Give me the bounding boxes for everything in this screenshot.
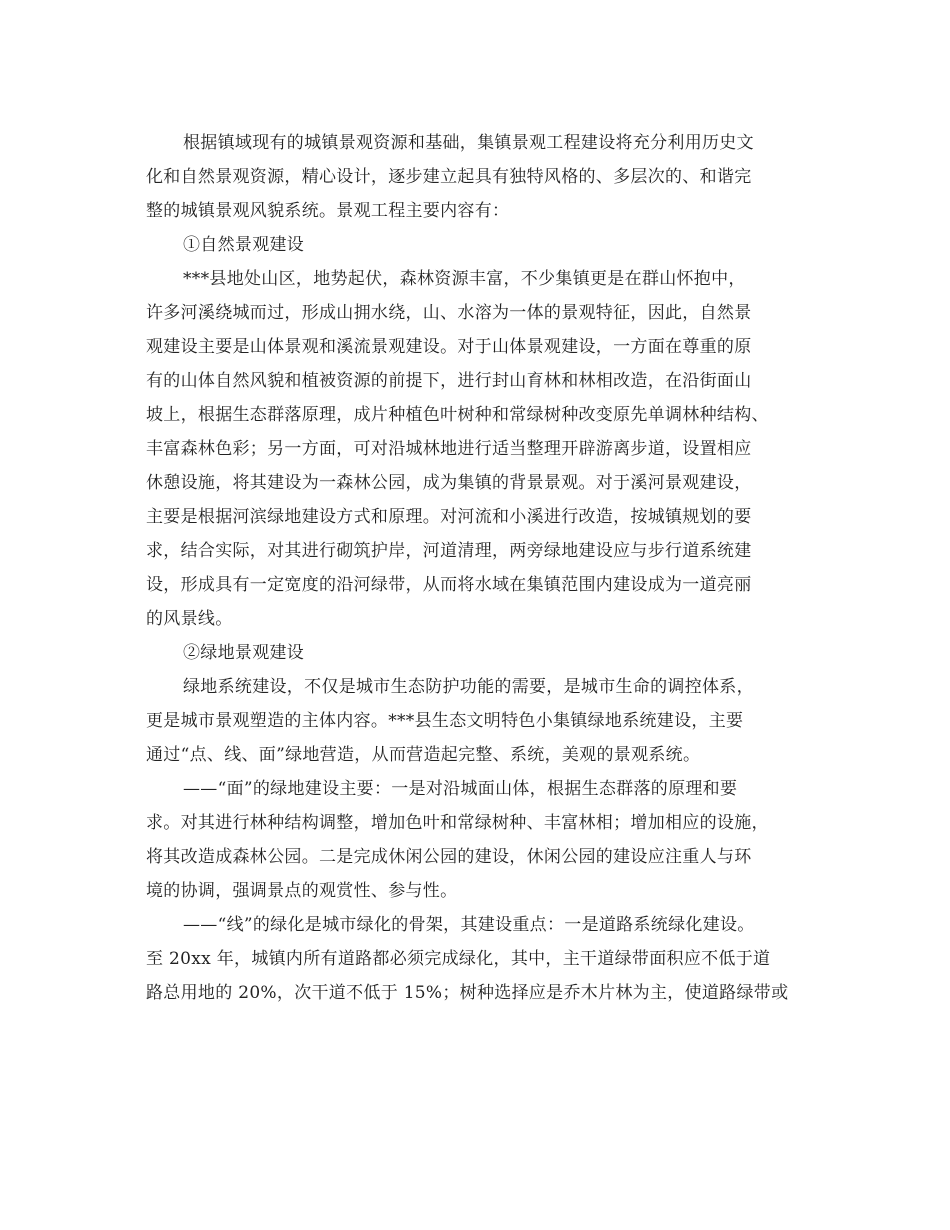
- paragraph-line: 路总用地的 20%，次干道不低于 15%；树种选择应是乔木片林为主，使道路绿带或: [146, 983, 789, 1003]
- paragraph-line: ——“线”的绿化是城市绿化的骨架，其建设重点：一是道路系统绿化建设。: [183, 915, 755, 935]
- paragraph-line: 整的城镇景观风貌系统。景观工程主要内容有：: [146, 201, 510, 221]
- paragraph-line: 绿地系统建设，不仅是城市生态防护功能的需要，是城市生命的调控体系，: [183, 677, 754, 697]
- paragraph-line: 求，结合实际，对其进行砌筑护岸，河道清理，两旁绿地建设应与步行道系统建: [146, 541, 752, 561]
- paragraph-line: 境的协调，强调景点的观赏性、参与性。: [146, 881, 458, 901]
- paragraph-line: 设，形成具有一定宽度的沿河绿带，从而将水域在集镇范围内建设成为一道亮丽: [146, 575, 752, 595]
- section-heading: ②绿地景观建设: [183, 643, 305, 663]
- paragraph-line: 坡上，根据生态群落原理，成片种植色叶树种和常绿树种改变原先单调林种结构、: [146, 405, 769, 425]
- paragraph-line: 主要是根据河滨绿地建设方式和原理。对河流和小溪进行改造，按城镇规划的要: [146, 507, 752, 527]
- paragraph-line: 更是城市景观塑造的主体内容。***县生态文明特色小集镇绿地系统建设，主要: [146, 711, 744, 731]
- paragraph-line: 通过“点、线、面”绿地营造，从而营造起完整、系统，美观的景观系统。: [146, 745, 701, 765]
- paragraph-line: ***县地处山区，地势起伏，森林资源丰富，不少集镇更是在群山怀抱中，: [183, 269, 746, 289]
- paragraph-line: 将其改造成森林公园。二是完成休闲公园的建设，休闲公园的建设应注重人与环: [146, 847, 752, 867]
- paragraph-line: 丰富森林色彩；另一方面，可对沿城林地进行适当整理开辟游离步道，设置相应: [146, 439, 752, 459]
- paragraph-line: 许多河溪绕城而过，形成山拥水绕，山、水溶为一体的景观特征，因此，自然景: [146, 303, 752, 323]
- paragraph-line: 至 20xx 年，城镇内所有道路都必须完成绿化，其中，主干道绿带面积应不低于道: [146, 949, 771, 969]
- paragraph-line: 求。对其进行林种结构调整，增加色叶和常绿树种、丰富林相；增加相应的设施，: [146, 813, 769, 833]
- section-heading: ①自然景观建设: [183, 235, 305, 255]
- paragraph-line: 的风景线。: [146, 609, 233, 629]
- paragraph-line: 观建设主要是山体景观和溪流景观建设。对于山体景观建设，一方面在尊重的原: [146, 337, 752, 357]
- paragraph-line: 根据镇域现有的城镇景观资源和基础，集镇景观工程建设将充分利用历史文: [183, 133, 754, 153]
- paragraph-line: 化和自然景观资源，精心设计，逐步建立起具有独特风格的、多层次的、和谐完: [146, 167, 752, 187]
- paragraph-line: 休憩设施，将其建设为一森林公园，成为集镇的背景景观。对于溪河景观建设，: [146, 473, 752, 493]
- paragraph-line: 有的山体自然风貌和植被资源的前提下，进行封山育林和林相改造，在沿街面山: [146, 371, 752, 391]
- paragraph-line: ——“面”的绿地建设主要：一是对沿城面山体，根据生态群落的原理和要: [183, 779, 738, 799]
